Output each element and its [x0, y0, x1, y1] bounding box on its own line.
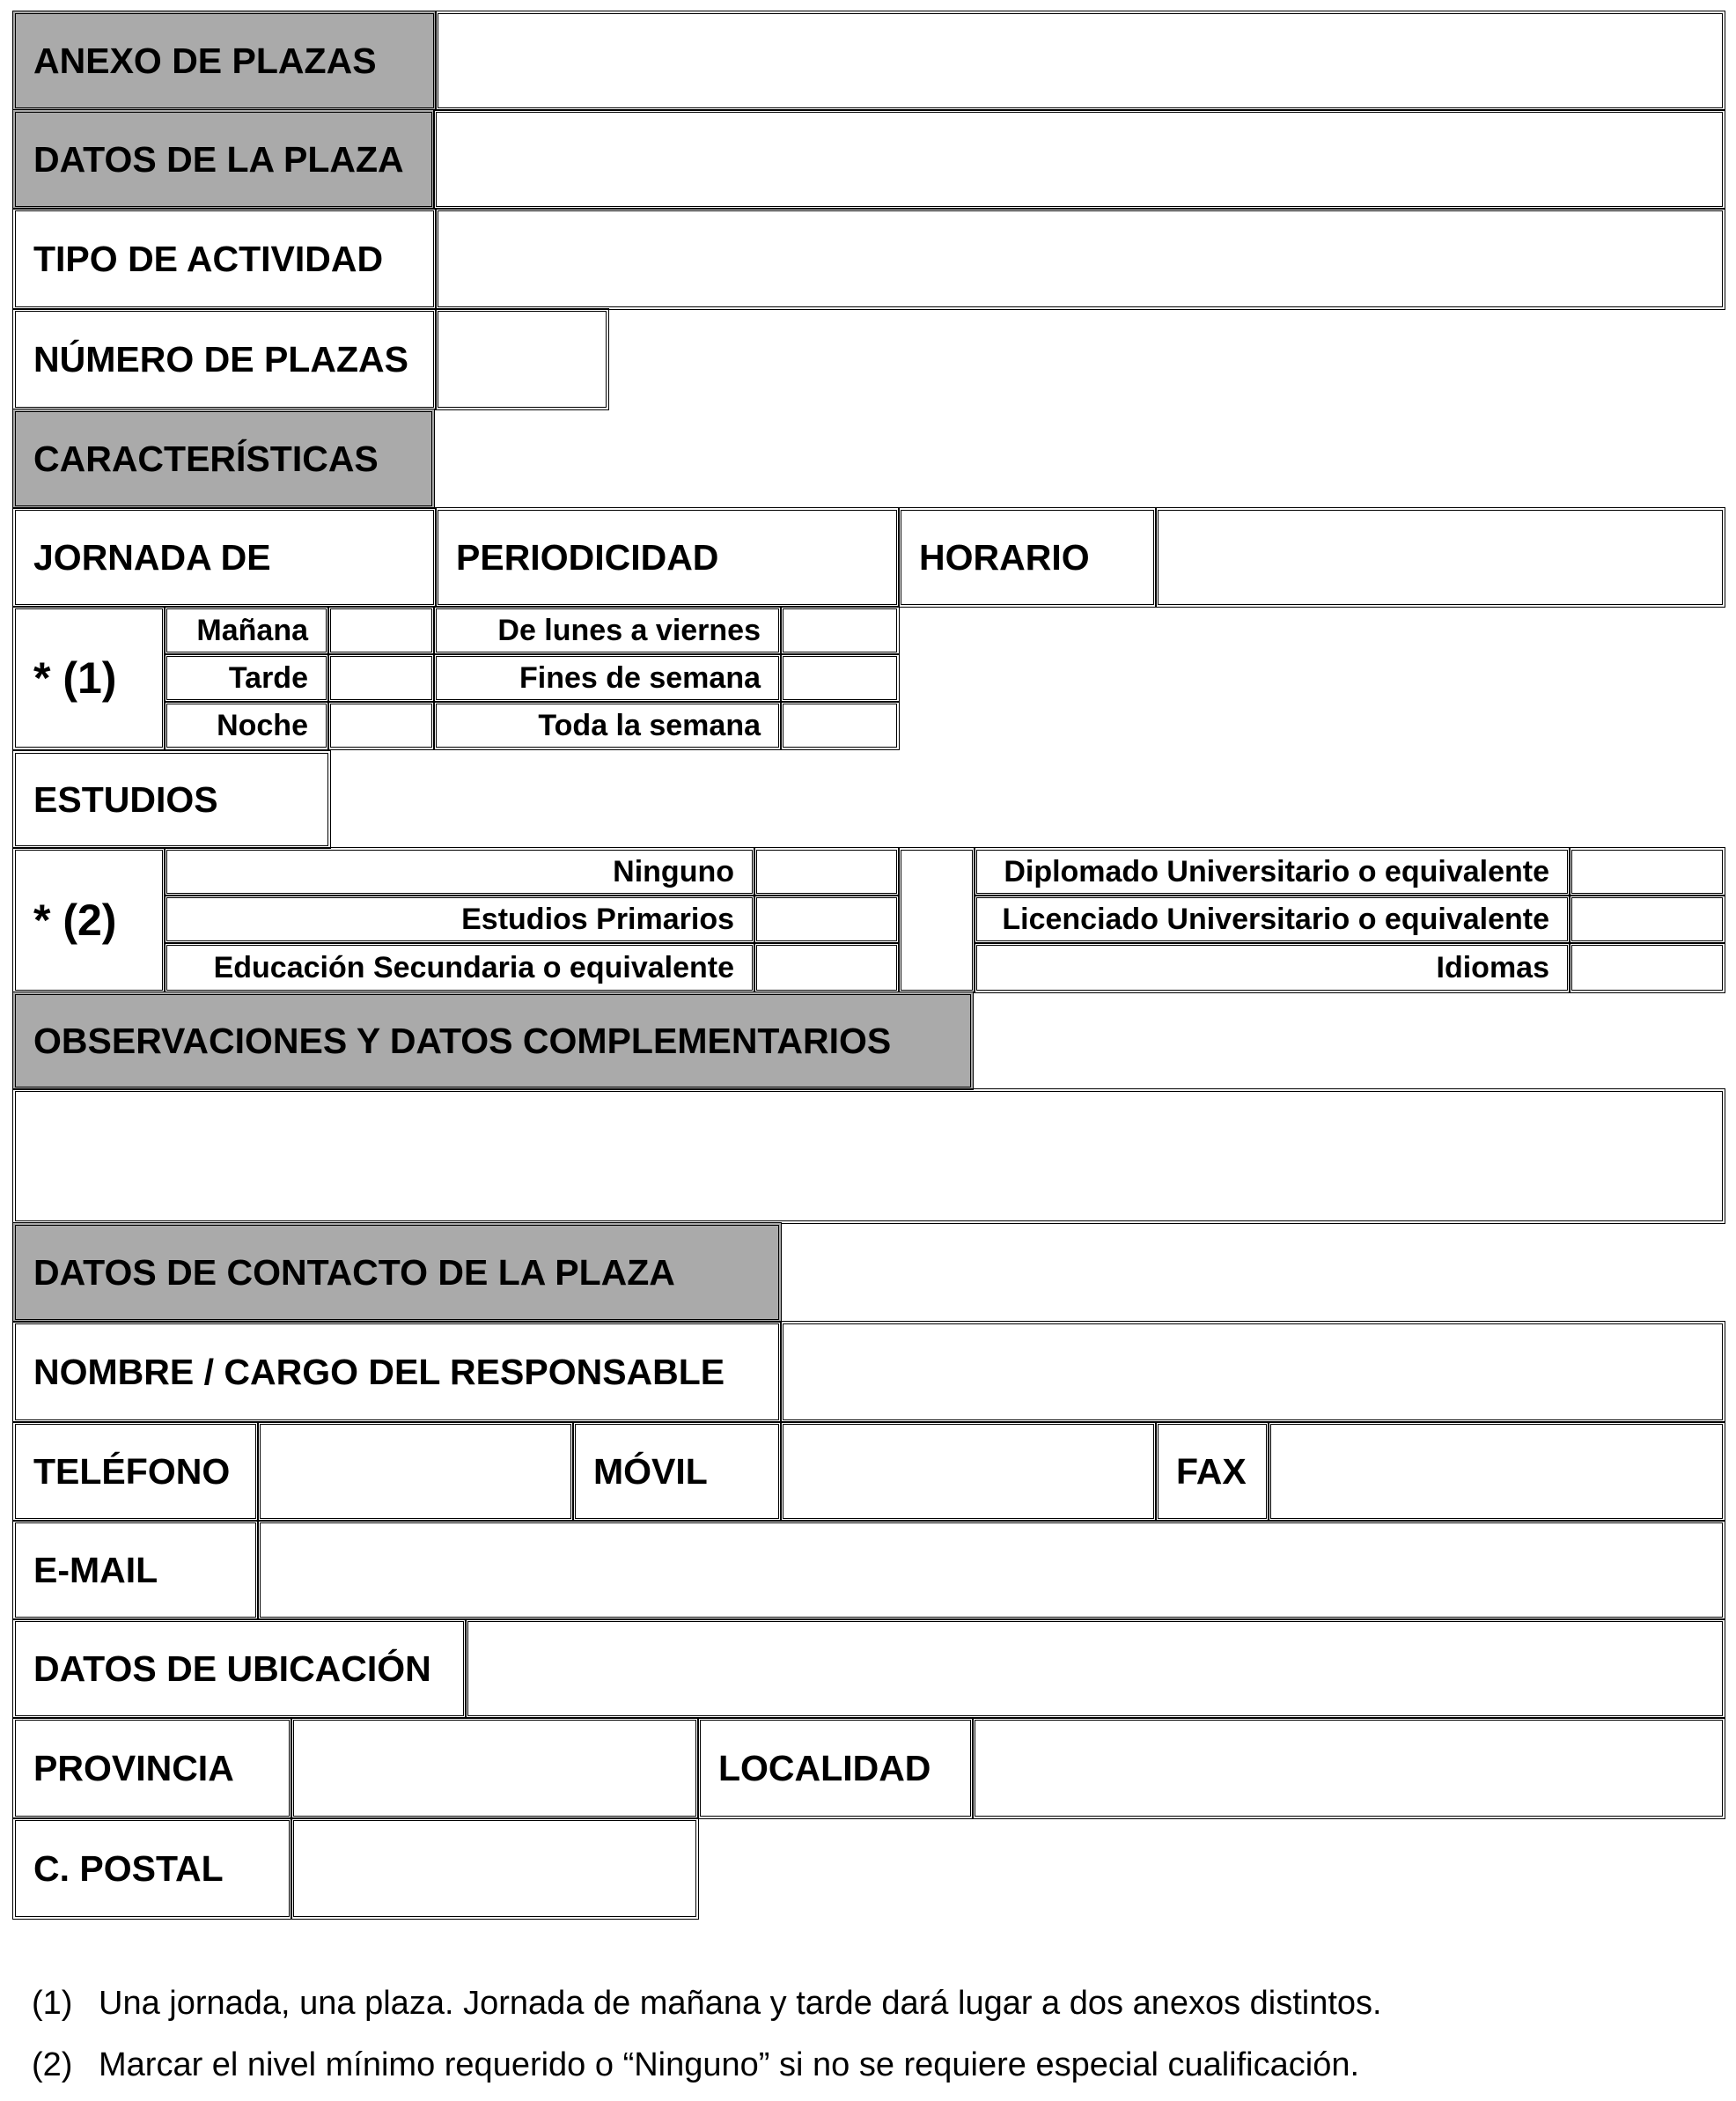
- provincia-label: PROVINCIA: [12, 1717, 292, 1819]
- anexo-label: ANEXO DE PLAZAS: [12, 11, 437, 111]
- note-1-marker: * (1): [12, 606, 166, 750]
- footnote-1-number: (1): [32, 1985, 73, 2022]
- footnote-2-number: (2): [32, 2046, 73, 2083]
- email-label: E-MAIL: [12, 1520, 259, 1620]
- jornada-manana-checkbox[interactable]: [327, 606, 435, 655]
- jornada-label: JORNADA DE: [12, 507, 437, 608]
- cpostal-label: C. POSTAL: [12, 1817, 292, 1920]
- estudios-option-ninguno: Ninguno: [164, 847, 755, 896]
- contacto-heading: DATOS DE CONTACTO DE LA PLAZA: [12, 1222, 782, 1323]
- estudios-option-diplomado: Diplomado Universitario o equivalente: [974, 847, 1570, 896]
- estudios-option-secundaria: Educación Secundaria o equivalente: [164, 942, 755, 993]
- localidad-label: LOCALIDAD: [697, 1717, 974, 1819]
- observaciones-field[interactable]: [12, 1088, 1725, 1224]
- cpostal-field[interactable]: [291, 1817, 699, 1920]
- estudios-option-idiomas: Idiomas: [974, 942, 1570, 993]
- periodo-lunes-viernes-checkbox[interactable]: [780, 606, 900, 655]
- periodo-option-toda-semana: Toda la semana: [433, 701, 782, 750]
- jornada-option-tarde: Tarde: [164, 653, 329, 703]
- estudios-spacer: [898, 847, 975, 993]
- telefono-label: TELÉFONO: [12, 1421, 259, 1522]
- jornada-tarde-checkbox[interactable]: [327, 653, 435, 703]
- jornada-noche-checkbox[interactable]: [327, 701, 435, 750]
- horario-label: HORARIO: [898, 507, 1157, 608]
- estudios-secundaria-checkbox[interactable]: [754, 942, 900, 993]
- anexo-field[interactable]: [435, 11, 1725, 111]
- email-field[interactable]: [257, 1520, 1725, 1620]
- periodo-option-lunes-viernes: De lunes a viernes: [433, 606, 782, 655]
- periodo-toda-semana-checkbox[interactable]: [780, 701, 900, 750]
- estudios-label: ESTUDIOS: [12, 750, 331, 849]
- horario-field[interactable]: [1155, 507, 1725, 608]
- footnote-2-text: Marcar el nivel mínimo requerido o “Ninguno” si no se requiere especial cualificación.: [99, 2046, 1360, 2083]
- estudios-option-primarios: Estudios Primarios: [164, 895, 755, 944]
- jornada-option-noche: Noche: [164, 701, 329, 750]
- estudios-option-licenciado: Licenciado Universitario o equivalente: [974, 895, 1570, 944]
- ubicacion-label: DATOS DE UBICACIÓN: [12, 1618, 467, 1719]
- tipo-actividad-field[interactable]: [435, 208, 1725, 310]
- responsable-field[interactable]: [780, 1321, 1725, 1423]
- observaciones-heading: OBSERVACIONES Y DATOS COMPLEMENTARIOS: [12, 992, 974, 1090]
- footnote-2: [32, 2046, 1359, 2084]
- movil-label: MÓVIL: [572, 1421, 782, 1522]
- tipo-actividad-label: TIPO DE ACTIVIDAD: [12, 208, 437, 310]
- estudios-diplomado-checkbox[interactable]: [1569, 847, 1725, 896]
- numero-plazas-label: NÚMERO DE PLAZAS: [12, 308, 437, 410]
- ubicacion-field[interactable]: [465, 1618, 1725, 1719]
- estudios-ninguno-checkbox[interactable]: [754, 847, 900, 896]
- periodo-option-fines-semana: Fines de semana: [433, 653, 782, 703]
- estudios-idiomas-checkbox[interactable]: [1569, 942, 1725, 993]
- jornada-option-manana: Mañana: [164, 606, 329, 655]
- footnote-1-text: Una jornada, una plaza. Jornada de mañana y tarde dará lugar a dos anexos distintos.: [99, 1985, 1382, 2022]
- movil-field[interactable]: [780, 1421, 1157, 1522]
- periodo-fines-semana-checkbox[interactable]: [780, 653, 900, 703]
- footnote-1: [32, 1985, 1382, 2023]
- caracteristicas-heading: CARACTERÍSTICAS: [12, 409, 435, 509]
- localidad-field[interactable]: [972, 1717, 1725, 1819]
- fax-field[interactable]: [1268, 1421, 1725, 1522]
- estudios-primarios-checkbox[interactable]: [754, 895, 900, 944]
- responsable-label: NOMBRE / CARGO DEL RESPONSABLE: [12, 1321, 782, 1423]
- estudios-licenciado-checkbox[interactable]: [1569, 895, 1725, 944]
- datos-plaza-heading: DATOS DE LA PLAZA: [12, 109, 435, 210]
- telefono-field[interactable]: [257, 1421, 574, 1522]
- note-2-marker: * (2): [12, 847, 166, 993]
- numero-plazas-field[interactable]: [435, 308, 609, 410]
- datos-plaza-field[interactable]: [433, 109, 1725, 210]
- fax-label: FAX: [1155, 1421, 1269, 1522]
- provincia-field[interactable]: [291, 1717, 699, 1819]
- periodicidad-label: PERIODICIDAD: [435, 507, 900, 608]
